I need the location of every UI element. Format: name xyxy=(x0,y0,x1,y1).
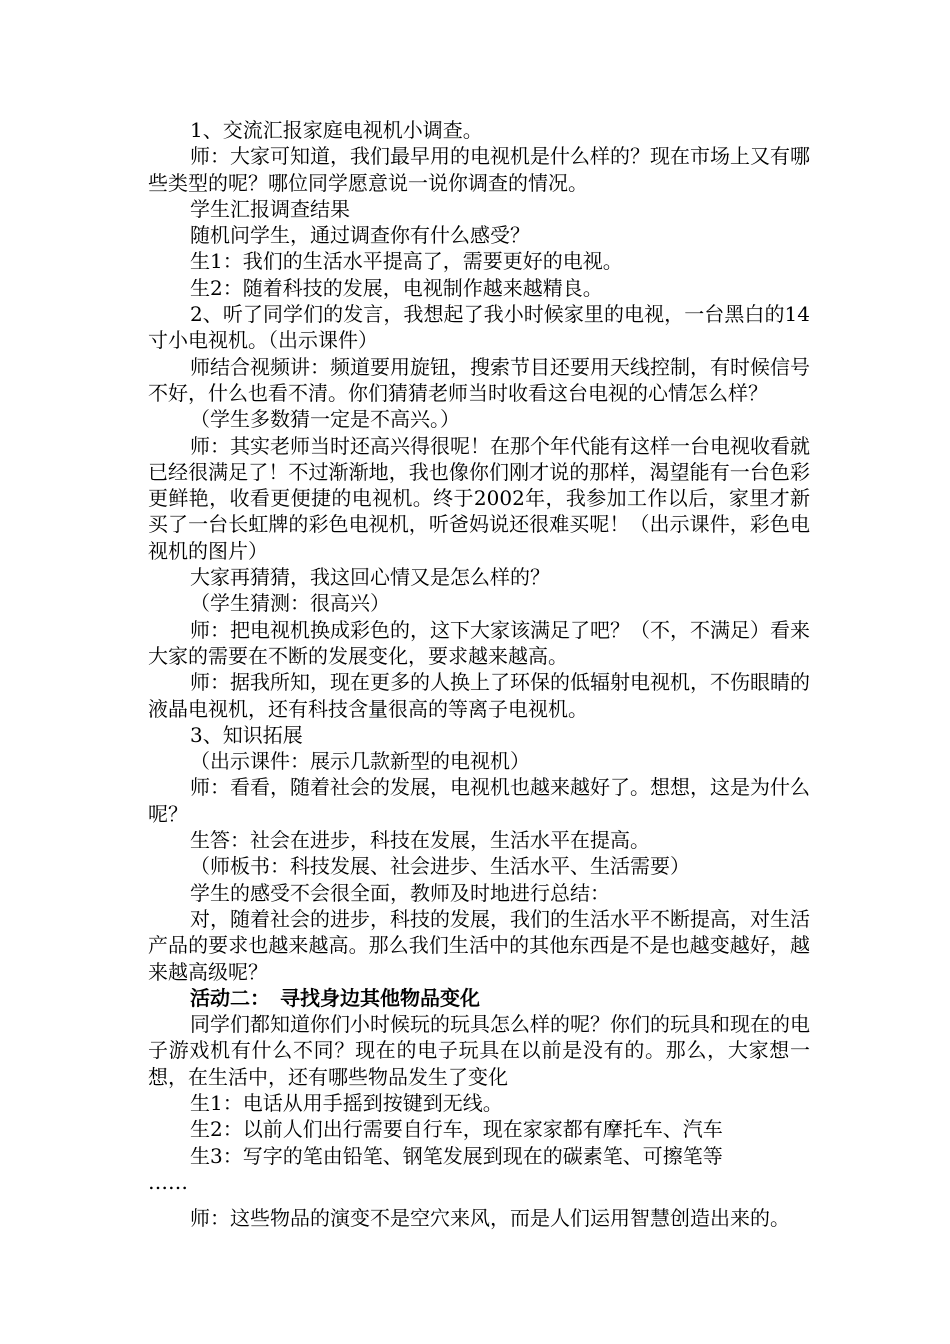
paragraph-color-tv: 师：把电视机换成彩色的，这下大家该满足了吧？（不，不满足）看来大家的需要在不断的发展变化，要求越来越高。 xyxy=(148,617,810,668)
paragraph-teacher-story: 师：其实老师当时还高兴得很呢！在那个年代能有这样一台电视收看就已经很满足了！不过渐渐地，我也像你们刚才说的那样，渴望能有一台色彩更鲜艳，收看更便捷的电视机。终于2002年，我参加工作以后，家里才新买了一台长虹牌的彩色电视机，听爸妈说还很难买呢！（出示课件，彩色电视机的图片） xyxy=(148,433,810,563)
paragraph-student-report: 学生汇报调查结果 xyxy=(190,196,350,221)
paragraph-summary: 对，随着社会的进步，科技的发展，我们的生活水平不断提高，对生活产品的要求也越来越高。那么我们生活中的其他东西是不是也越变越好，越来越高级呢？ xyxy=(148,906,810,984)
document-body xyxy=(148,117,810,1231)
paragraph-student-answer: 生答：社会在进步，科技在发展，生活水平在提高。 xyxy=(190,828,650,853)
activity-two-heading: 活动二： 寻找身边其他物品变化 xyxy=(190,985,480,1010)
paragraph-summary-intro: 学生的感受不会很全面，教师及时地进行总结： xyxy=(190,880,610,905)
paragraph-knowledge-expansion: 3、知识拓展 xyxy=(190,722,303,747)
paragraph-student-guess-happy: （学生猜测：很高兴） xyxy=(190,591,390,616)
paragraph-teacher-conclusion: 师：这些物品的演变不是空穴来风，而是人们运用智慧创造出来的。 xyxy=(190,1206,790,1231)
paragraph-video-talk: 师结合视频讲：频道要用旋钮，搜索节目还要用天线控制，有时候信号不好，什么也看不清。你们猜猜老师当时收看这台电视的心情怎么样？ xyxy=(148,354,810,405)
paragraph-toys: 同学们都知道你们小时候玩的玩具怎么样的呢？你们的玩具和现在的电子游戏机有什么不同？现在的电子玩具在以前是没有的。那么，大家想一想，在生活中，还有哪些物品发生了变化 xyxy=(148,1012,810,1089)
paragraph-teacher-why: 师：看看，随着社会的发展，电视机也越来越好了。想想，这是为什么呢？ xyxy=(148,775,810,826)
paragraph-guess-again: 大家再猜猜，我这回心情又是怎么样的？ xyxy=(190,565,550,590)
paragraph-student-1: 生1：我们的生活水平提高了，需要更好的电视。 xyxy=(190,249,623,274)
paragraph-student-2: 生2：随着科技的发展，电视制作越来越精良。 xyxy=(190,275,603,300)
paragraph-student-transport: 生2：以前人们出行需要自行车，现在家家都有摩托车、汽车 xyxy=(190,1117,723,1142)
paragraph-survey-report: 1、交流汇报家庭电视机小调查。 xyxy=(190,118,483,142)
paragraph-student-pens: 生3：写字的笔由铅笔、钢笔发展到现在的碳素笔、可擦笔等 xyxy=(190,1143,723,1168)
paragraph-ellipsis: …… xyxy=(148,1169,188,1194)
paragraph-random-ask: 随机问学生，通过调查你有什么感受？ xyxy=(190,223,530,248)
paragraph-teacher-question: 师：大家可知道，我们最早用的电视机是什么样的？现在市场上又有哪些类型的呢？哪位同学愿意说一说你调查的情况。 xyxy=(148,144,810,195)
paragraph-blackboard: （师板书：科技发展、社会进步、生活水平、生活需要） xyxy=(190,854,690,879)
paragraph-student-guess: （学生多数猜一定是不高兴。） xyxy=(190,407,460,432)
paragraph-show-courseware: （出示课件：展示几款新型的电视机） xyxy=(190,749,530,774)
paragraph-childhood-tv: 2、听了同学们的发言，我想起了我小时候家里的电视，一台黑白的14寸小电视机。（出示课件） xyxy=(148,302,810,353)
paragraph-student-phone: 生1：电话从用手摇到按键到无线。 xyxy=(190,1090,503,1115)
paragraph-new-tv-types: 师：据我所知，现在更多的人换上了环保的低辐射电视机，不伤眼睛的液晶电视机，还有科技含量很高的等离子电视机。 xyxy=(148,670,810,721)
